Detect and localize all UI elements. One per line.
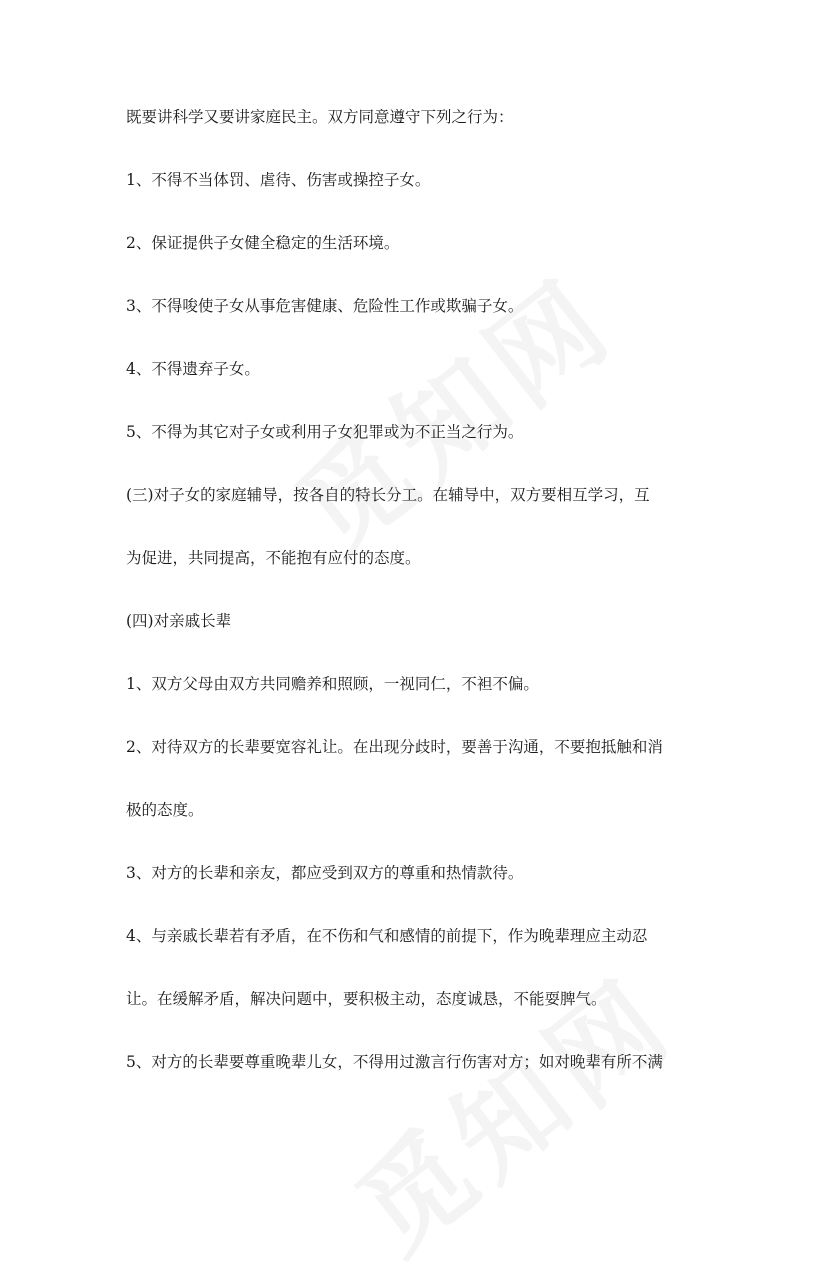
paragraph-line: 4、不得遗弃子女。 (126, 360, 260, 378)
section-heading: (四)对亲戚长辈 (126, 612, 232, 630)
paragraph-line: 既要讲科学又要讲家庭民主。双方同意遵守下列之行为： (126, 108, 514, 126)
paragraph-line: 1、不得不当体罚、虐待、伤害或操控子女。 (126, 171, 431, 189)
document-body (126, 103, 716, 1111)
paragraph-line: 3、不得唆使子女从事危害健康、危险性工作或欺骗子女。 (126, 297, 524, 315)
paragraph-line: 让。在缓解矛盾，解决问题中，要积极主动，态度诚恳，不能耍脾气。 (126, 990, 607, 1008)
paragraph-line: 3、对方的长辈和亲友，都应受到双方的尊重和热情款待。 (126, 864, 524, 882)
paragraph-line: 4、与亲戚长辈若有矛盾，在不伤和气和感情的前提下，作为晚辈理应主动忍 (126, 927, 648, 945)
paragraph-line: 为促进，共同提高，不能抱有应付的态度。 (126, 549, 421, 567)
paragraph-line: 2、保证提供子女健全稳定的生活环境。 (126, 234, 400, 252)
paragraph-line: 5、对方的长辈要尊重晚辈儿女，不得用过激言行伤害对方；如对晚辈有所不满 (126, 1053, 663, 1071)
paragraph-line: 1、双方父母由双方共同赡养和照顾，一视同仁，不袒不偏。 (126, 675, 539, 693)
paragraph-line: 2、对待双方的长辈要宽容礼让。在出现分歧时，要善于沟通，不要抱抵触和消 (126, 738, 663, 756)
paragraph-line: (三)对子女的家庭辅导，按各自的特长分工。在辅导中，双方要相互学习，互 (126, 486, 650, 504)
paragraph-line: 5、不得为其它对子女或利用子女犯罪或为不正当之行为。 (126, 423, 524, 441)
paragraph-line: 极的态度。 (126, 801, 204, 819)
